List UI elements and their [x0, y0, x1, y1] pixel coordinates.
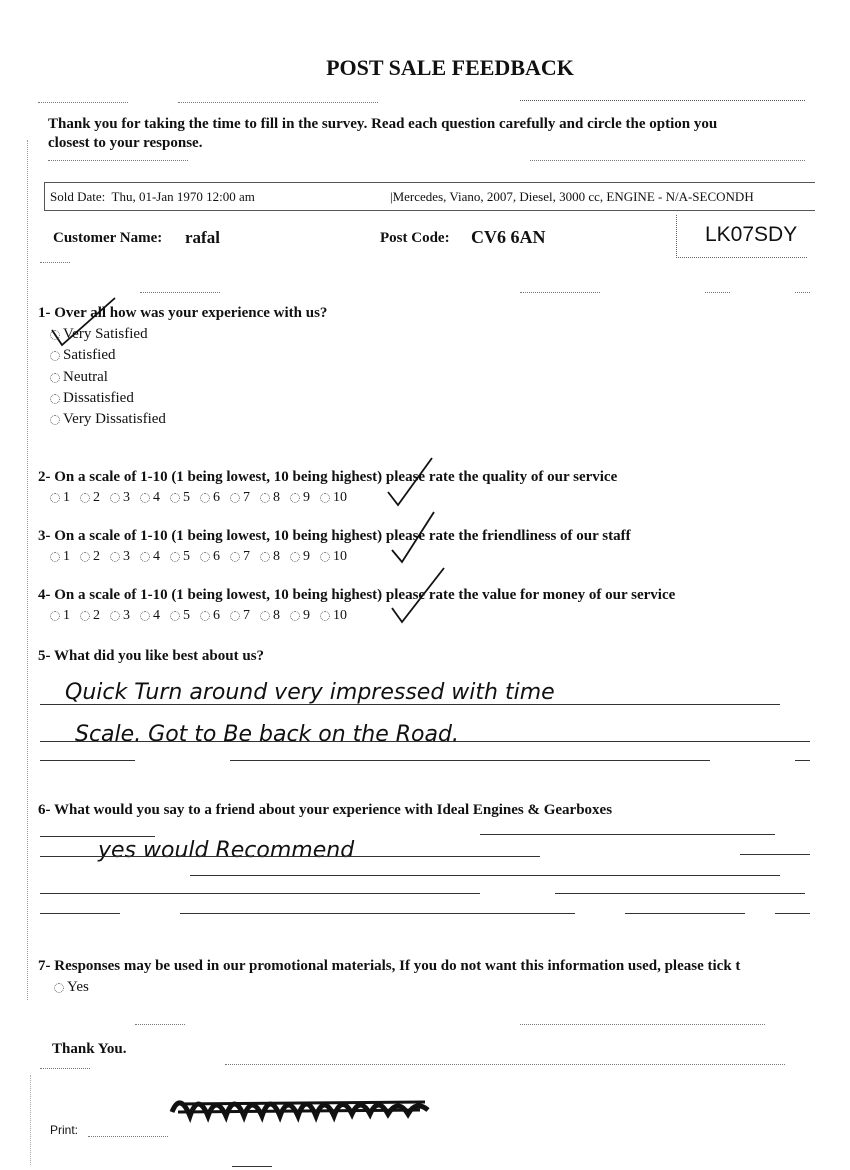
question-2: 2- On a scale of 1-10 (1 being lowest, 10 being highest) please rate the quality of our service [38, 469, 618, 485]
registration: LK07SDY [705, 223, 798, 246]
customer-name-value: rafal [185, 228, 220, 247]
q7-option-yes[interactable]: Yes [54, 979, 89, 996]
intro-text-2: closest to your response. [48, 135, 203, 151]
postcode-value: CV6 6AN [471, 227, 546, 247]
q4-scale: 1 2 3 4 5 6 7 8 9 10 [50, 608, 357, 624]
question-3: 3- On a scale of 1-10 (1 being lowest, 10 being highest) please rate the friendliness of our staff [38, 528, 631, 544]
q3-scale: 1 2 3 4 5 6 7 8 9 10 [50, 549, 357, 565]
question-4: 4- On a scale of 1-10 (1 being lowest, 10 being highest) please rate the value for money of our service [38, 587, 676, 603]
q6-answer: yes would Recommend [98, 838, 355, 863]
postcode-label: Post Code: [380, 230, 450, 246]
q1-option-very-dissatisfied[interactable]: Very Dissatisfied [50, 411, 166, 428]
print-label: Print: [50, 1123, 79, 1137]
q5-answer-line-2: Scale. Got to Be back on the Road. [75, 722, 459, 747]
question-1: 1- Over all how was your experience with us? [38, 305, 328, 321]
intro-text: Thank you for taking the time to fill in the survey. Read each question carefully and circle the option you [48, 116, 718, 132]
sold-date-value: Thu, 01-Jan 1970 12:00 am [111, 189, 255, 204]
q2-scale: 1 2 3 4 5 6 7 8 9 10 [50, 490, 357, 506]
q5-answer-line-1: Quick Turn around very impressed with time [65, 680, 555, 705]
q1-option-dissatisfied[interactable]: Dissatisfied [50, 390, 134, 407]
question-7: 7- Responses may be used in our promotional materials, If you do not want this information used, please tick t [38, 958, 741, 974]
q1-option-satisfied[interactable]: Satisfied [50, 347, 116, 364]
sold-date-label: Sold Date: [50, 189, 106, 204]
customer-name-label: Customer Name: [53, 230, 163, 246]
q1-option-very-satisfied[interactable]: Very Satisfied [50, 326, 148, 343]
question-6: 6- What would you say to a friend about your experience with Ideal Engines & Gearboxes [38, 802, 613, 818]
question-5: 5- What did you like best about us? [38, 648, 265, 664]
thank-you: Thank You. [52, 1041, 127, 1057]
vehicle-info: |Mercedes, Viano, 2007, Diesel, 3000 cc, ENGINE - N/A-SECONDH [390, 189, 754, 204]
page-title: POST SALE FEEDBACK [326, 55, 574, 80]
q1-option-neutral[interactable]: Neutral [50, 369, 108, 386]
